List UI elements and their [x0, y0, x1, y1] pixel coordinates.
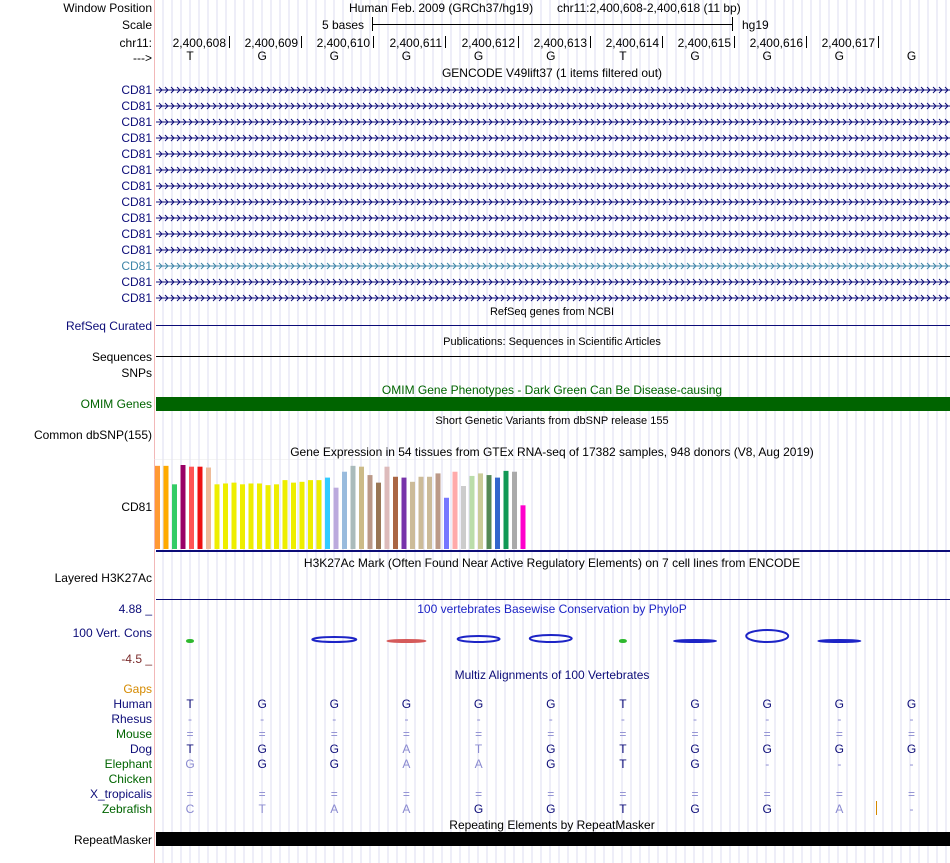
reference-base: T [619, 49, 627, 63]
coordinate-tick [806, 36, 807, 48]
phylop-track-label[interactable]: 100 Vert. Cons [72, 626, 152, 640]
alignment-base: = [330, 787, 338, 801]
alignment-base: T [258, 802, 266, 816]
gtex-tissue-bar [283, 480, 288, 549]
alignment-base: T [619, 697, 627, 711]
genome-assembly-title: Human Feb. 2009 (GRCh37/hg19) [349, 1, 534, 15]
alignment-base: = [547, 727, 555, 741]
alignment-base: G [906, 697, 917, 711]
gtex-tissue-bar [342, 472, 347, 549]
phylop-logo-glyph [387, 640, 425, 642]
coordinate-tick [734, 36, 735, 48]
alignment-base: T [186, 697, 194, 711]
alignment-base: - [188, 712, 192, 726]
alignment-base: A [402, 802, 411, 816]
alignment-base: = [402, 787, 410, 801]
gtex-tissue-bar [223, 483, 228, 549]
gtex-tissue-bar [215, 484, 220, 549]
reference-base: G [401, 49, 412, 63]
alignment-base: A [402, 757, 411, 771]
alignment-base: A [330, 802, 339, 816]
gencode-transcript-line[interactable] [156, 194, 950, 210]
coordinate-label: 2,400,617 [821, 36, 875, 50]
alignment-base: G [257, 697, 267, 711]
alignment-base: = [330, 727, 338, 741]
alignment-base: - [404, 712, 409, 726]
omim-feature-bar[interactable] [156, 397, 950, 411]
gencode-transcript-label[interactable]: CD81 [121, 291, 152, 305]
pubs-track-label[interactable]: Sequences [91, 350, 152, 364]
gencode-transcript-label[interactable]: CD81 [121, 147, 152, 161]
gtex-tissue-bar [495, 478, 500, 549]
gencode-transcript-line[interactable] [156, 130, 950, 146]
species-label[interactable]: Zebrafish [101, 802, 152, 816]
gencode-transcript-line[interactable] [156, 178, 950, 194]
gtex-tissue-bar [419, 477, 424, 549]
species-label[interactable]: Mouse [115, 727, 152, 741]
gtex-tissue-bar [512, 472, 517, 549]
alignment-base: G [546, 802, 556, 816]
gencode-transcript-label[interactable]: CD81 [121, 83, 152, 97]
alignment-base: - [693, 712, 698, 726]
position-readout[interactable]: chr11:2,400,608-2,400,618 (11 bp) [557, 1, 741, 15]
gencode-transcript-line[interactable] [156, 146, 950, 162]
label-panel-divider [154, 0, 155, 863]
gencode-transcript-line[interactable] [156, 162, 950, 178]
alignment-base: G [329, 697, 339, 711]
alignment-base: = [547, 787, 555, 801]
gtex-tissue-bar [504, 471, 509, 549]
alignment-base: G [257, 742, 267, 756]
coordinate-tick [229, 36, 230, 48]
alignment-base: G [473, 802, 484, 816]
gtex-tissue-bar [308, 480, 313, 549]
coordinate-tick [878, 36, 879, 48]
alignment-base: G [546, 697, 556, 711]
alignment-base: = [691, 787, 699, 801]
alignment-base: - [620, 712, 625, 726]
alignment-base: = [619, 787, 627, 801]
coordinate-label: 2,400,616 [749, 36, 803, 50]
gtex-tissue-bar [444, 498, 449, 549]
h3k27ac-track-label[interactable]: Layered H3K27Ac [54, 571, 152, 585]
reference-base: G [834, 49, 845, 63]
alignment-base: = [258, 727, 266, 741]
alignment-base: G [329, 742, 339, 756]
gtex-tissue-bar [155, 466, 160, 549]
gtex-tissue-bar [521, 505, 526, 549]
gencode-transcript-label[interactable]: CD81 [121, 259, 152, 273]
dbsnp-track-label[interactable]: Common dbSNP(155) [33, 428, 152, 442]
phylop-logo-plot [154, 620, 950, 660]
phylop-logo-glyph [674, 640, 716, 642]
gencode-transcript-label[interactable]: CD81 [121, 243, 152, 257]
gtex-tissue-bar [453, 472, 458, 549]
species-label[interactable]: Elephant [104, 757, 152, 771]
pubs-track-line [156, 356, 950, 357]
species-label[interactable]: Rhesus [111, 712, 152, 726]
alignment-base: = [835, 727, 843, 741]
gtex-tissue-bar [402, 478, 407, 549]
gencode-transcript-label[interactable]: CD81 [121, 99, 152, 113]
gtex-tissue-bar [189, 467, 194, 549]
phylop-logo-glyph [818, 640, 860, 642]
alignment-base: - [909, 757, 914, 771]
alignment-base: = [186, 727, 194, 741]
gtex-tissue-bar [334, 488, 339, 549]
gtex-tissue-bar [198, 467, 203, 549]
gencode-transcript-label[interactable]: CD81 [121, 179, 152, 193]
alignment-base: G [546, 742, 556, 756]
gencode-transcript-label[interactable]: CD81 [121, 275, 152, 289]
alignment-base: A [402, 742, 411, 756]
alignment-base: A [835, 802, 844, 816]
gencode-transcript-label[interactable]: CD81 [121, 195, 152, 209]
refseq-track-title: RefSeq genes from NCBI [489, 306, 615, 318]
alignment-base: G [401, 697, 412, 711]
gencode-transcript-line[interactable] [156, 82, 950, 98]
alignment-base: - [909, 712, 914, 726]
alignment-base: G [762, 802, 772, 816]
alignment-base: G [690, 697, 700, 711]
gtex-tissue-bar [436, 473, 441, 549]
refseq-track-label[interactable]: RefSeq Curated [65, 319, 152, 333]
alignment-base: = [691, 727, 699, 741]
multiz-gaps-label: Gaps [123, 682, 152, 696]
omim-track-label[interactable]: OMIM Genes [80, 397, 152, 411]
alignment-base: T [186, 742, 194, 756]
gencode-transcript-line[interactable] [156, 290, 950, 306]
species-label[interactable]: Dog [129, 742, 152, 756]
alignment-base: = [475, 727, 483, 741]
snps-track-label[interactable]: SNPs [121, 366, 152, 380]
coordinate-label: 2,400,613 [533, 36, 587, 50]
gtex-tissue-bar [393, 477, 398, 549]
alignment-base: T [619, 757, 627, 771]
coordinate-tick [590, 36, 591, 48]
alignment-base: A [474, 757, 483, 771]
species-label[interactable]: Chicken [108, 772, 152, 786]
gtex-tissue-bar [385, 467, 390, 549]
alignment-base: - [548, 712, 553, 726]
h3k27ac-baseline [156, 599, 950, 600]
coordinate-tick [662, 36, 663, 48]
gtex-expression-chart[interactable] [154, 459, 950, 555]
phylop-logo-glyph [530, 635, 572, 642]
gtex-tissue-bar [257, 483, 262, 549]
scale-bar [372, 17, 733, 31]
alignment-base: G [906, 742, 917, 756]
alignment-base: = [186, 787, 194, 801]
gtex-tissue-bar [461, 486, 466, 549]
reference-base: G [546, 49, 556, 63]
reference-base: G [762, 49, 772, 63]
alignment-base: = [763, 787, 771, 801]
alignment-base: = [402, 727, 410, 741]
gtex-track-label[interactable]: CD81 [121, 500, 152, 514]
alignment-base: = [907, 787, 915, 801]
alignment-base: T [474, 742, 483, 756]
gencode-transcript-line[interactable] [156, 98, 950, 114]
gtex-tissue-bar [266, 485, 271, 549]
alignment-base: G [690, 742, 700, 756]
alignment-base: G [762, 742, 772, 756]
chrom-label: chr11: [119, 36, 152, 50]
gtex-tissue-bar [427, 477, 432, 549]
reference-base: G [690, 49, 700, 63]
gtex-tissue-bar [351, 466, 356, 549]
phylop-ymax: 4.88 _ [118, 602, 152, 616]
repeatmasker-feature-bar[interactable] [156, 832, 950, 846]
h3k27ac-track-title: H3K27Ac Mark (Often Found Near Active Regulatory Elements) on 7 cell lines from ENCODE [303, 556, 801, 570]
gtex-tissue-bar [410, 482, 415, 549]
gencode-transcript-line[interactable] [156, 258, 950, 274]
coordinate-label: 2,400,610 [316, 36, 370, 50]
alignment-base: G [834, 742, 845, 756]
phylop-logo-glyph [746, 630, 788, 642]
dbsnp-track-title: Short Genetic Variants from dbSNP release 155 [435, 415, 669, 427]
alignment-base: - [765, 712, 770, 726]
reference-base: T [186, 49, 194, 63]
coordinate-label: 2,400,611 [389, 36, 442, 50]
phylop-logo-glyph [187, 640, 193, 642]
repeatmasker-track-title: Repeating Elements by RepeatMasker [449, 818, 655, 832]
phylop-track-title: 100 vertebrates Basewise Conservation by PhyloP [417, 602, 687, 616]
reference-base: G [906, 49, 917, 63]
alignment-base: T [619, 802, 627, 816]
gtex-tissue-bar [274, 484, 279, 549]
gtex-tissue-bar [291, 483, 296, 549]
gencode-transcript-line[interactable] [156, 226, 950, 242]
gtex-tissue-bar [325, 478, 330, 549]
reference-base: G [473, 49, 484, 63]
alignment-base: = [907, 727, 915, 741]
alignment-base: G [690, 802, 700, 816]
gtex-tissue-bar [232, 483, 237, 549]
species-label[interactable]: Human [113, 697, 152, 711]
phylop-ymin: -4.5 _ [121, 652, 152, 666]
gtex-tissue-bar [359, 467, 364, 549]
gtex-tissue-bar [470, 476, 475, 549]
gencode-transcript-line[interactable] [156, 242, 950, 258]
coordinate-label: 2,400,608 [172, 36, 226, 50]
gtex-tissue-bar [478, 473, 483, 549]
coordinate-tick [445, 36, 446, 48]
alignment-base: = [763, 727, 771, 741]
window-position-label: Window Position [63, 1, 152, 15]
repeatmasker-track-label[interactable]: RepeatMasker [73, 833, 152, 847]
alignment-base: - [909, 802, 914, 816]
alignment-base: - [765, 757, 770, 771]
alignment-base: - [260, 712, 265, 726]
gtex-track-title: Gene Expression in 54 tissues from GTEx RNA-seq of 17382 samples, 948 donors (V8, Aug 2019) [290, 445, 814, 459]
gtex-tissue-bar [164, 466, 169, 549]
alignment-base: G [257, 757, 267, 771]
phylop-logo-glyph [458, 636, 500, 642]
coordinate-label: 2,400,609 [244, 36, 298, 50]
gtex-baseline [156, 550, 950, 552]
gtex-tissue-bar [172, 484, 177, 549]
alignment-base: T [619, 742, 627, 756]
alignment-base: C [185, 802, 195, 816]
coordinate-tick [518, 36, 519, 48]
alignment-base: - [332, 712, 337, 726]
coordinate-tick [373, 36, 374, 48]
phylop-logo-glyph [312, 637, 356, 642]
alignment-base: = [619, 727, 627, 741]
coordinate-tick [301, 36, 302, 48]
alignment-base: G [329, 757, 339, 771]
gencode-transcript-label[interactable]: CD81 [121, 115, 152, 129]
pubs-track-title: Publications: Sequences in Scientific Articles [443, 336, 661, 348]
alignment-base: G [762, 697, 772, 711]
gtex-tissue-bar [376, 483, 381, 549]
gencode-transcript-label[interactable]: CD81 [121, 131, 152, 145]
coordinate-label: 2,400,615 [677, 36, 731, 50]
alignment-base: G [473, 697, 484, 711]
gtex-tissue-bar [487, 475, 492, 549]
phylop-logo-glyph [620, 640, 626, 642]
alignment-base: G [834, 697, 845, 711]
multiz-track-title: Multiz Alignments of 100 Vertebrates [454, 668, 650, 682]
strand-label: ---> [133, 51, 152, 65]
gencode-transcript-label[interactable]: CD81 [121, 163, 152, 177]
zebrafish-insertion-marker [876, 801, 877, 815]
gencode-transcript-line[interactable] [156, 114, 950, 130]
gencode-track-title: GENCODE V49lift37 (1 items filtered out) [441, 66, 663, 80]
coordinate-label: 2,400,612 [461, 36, 515, 50]
gtex-tissue-bar [181, 465, 186, 549]
gtex-tissue-bar [317, 480, 322, 549]
gencode-transcript-line[interactable] [156, 210, 950, 226]
alignment-base: G [690, 757, 700, 771]
gtex-tissue-bar [206, 468, 211, 549]
gencode-transcript-line[interactable] [156, 274, 950, 290]
reference-base: G [329, 49, 339, 63]
refseq-track-line [156, 325, 950, 326]
gtex-tissue-bar [368, 475, 373, 549]
gtex-tissue-bar [240, 484, 245, 549]
alignment-base: - [837, 712, 842, 726]
gencode-transcript-label[interactable]: CD81 [121, 211, 152, 225]
assembly-label: hg19 [742, 18, 769, 32]
alignment-base: = [835, 787, 843, 801]
gtex-tissue-bar [249, 483, 254, 549]
alignment-base: - [837, 757, 842, 771]
gencode-transcript-label[interactable]: CD81 [121, 227, 152, 241]
species-label[interactable]: X_tropicalis [89, 787, 152, 801]
scale-bar-text: 5 bases [322, 18, 365, 32]
gtex-tissue-bar [300, 482, 305, 549]
alignment-base: G [185, 757, 195, 771]
omim-track-title: OMIM Gene Phenotypes - Dark Green Can Be Disease-causing [381, 383, 723, 397]
alignment-base: = [475, 787, 483, 801]
reference-base: G [257, 49, 267, 63]
coordinate-label: 2,400,614 [605, 36, 659, 50]
alignment-base: = [258, 787, 266, 801]
alignment-base: G [546, 757, 556, 771]
scale-label: Scale [121, 18, 152, 32]
alignment-base: - [476, 712, 481, 726]
